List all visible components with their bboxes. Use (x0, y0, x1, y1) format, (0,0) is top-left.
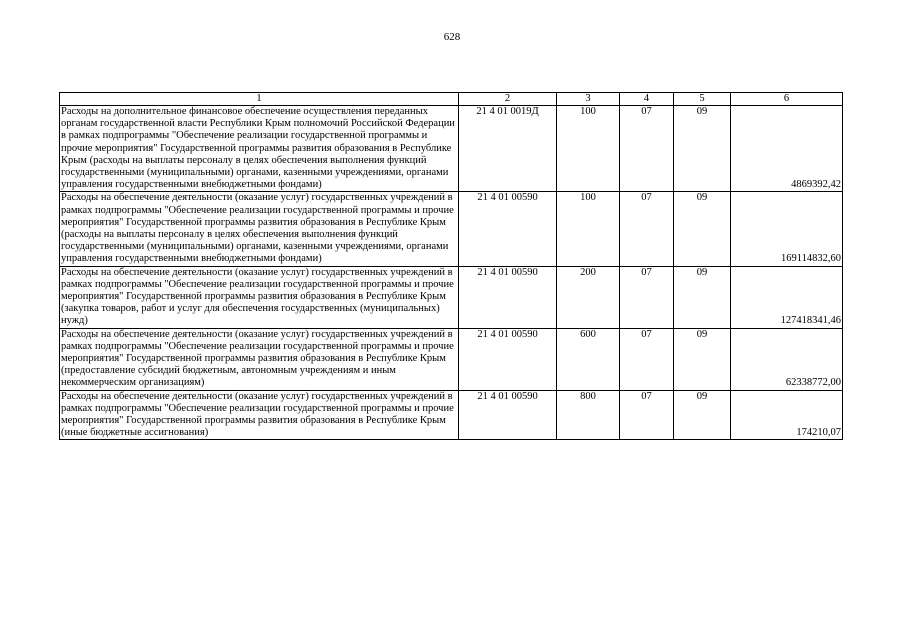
program-code-cell: 21 4 01 0019Д (459, 106, 557, 192)
expense-type-cell: 100 (557, 106, 620, 192)
subsection-cell: 09 (674, 106, 731, 192)
section-cell: 07 (620, 106, 674, 192)
amount-cell: 127418341,46 (731, 266, 843, 328)
section-cell: 07 (620, 390, 674, 440)
subsection-cell: 09 (674, 266, 731, 328)
header-cell: 2 (459, 93, 557, 106)
description-cell: Расходы на обеспечение деятельности (оказание услуг) государственных учреждений в рамках подпрограммы "Обеспечение реализации государственной программы и прочие мероприятия" Государственной программы развития образования в Республике Крым (иные бюджетные ассигнования) (60, 390, 459, 440)
amount-cell: 62338772,00 (731, 328, 843, 390)
table-row (60, 328, 843, 390)
table-header-row (60, 93, 843, 106)
header-cell: 1 (60, 93, 459, 106)
subsection-cell: 09 (674, 390, 731, 440)
description-cell: Расходы на обеспечение деятельности (оказание услуг) государственных учреждений в рамках подпрограммы "Обеспечение реализации государственной программы и прочие мероприятия" Государственной программы развития образования в Республике Крым (предоставление субсидий бюджетным, автономным учреждениям и иным некоммерческим организациям) (60, 328, 459, 390)
expense-type-cell: 800 (557, 390, 620, 440)
table-row (60, 266, 843, 328)
description-cell: Расходы на дополнительное финансовое обеспечение осуществления переданных органам государственной власти Республики Крым полномочий Российской Федерации в рамках подпрограммы "Обеспечение реализации государственной программы и прочие мероприятия" Государственной программы развития образования в Республике Крым (расходы на выплаты персоналу в целях обеспечения выполнения функций государственными (муниципальными) органами, казенными учреждениями, органами управления государственными внебюджетными фондами) (60, 106, 459, 192)
description-cell: Расходы на обеспечение деятельности (оказание услуг) государственных учреждений в рамках подпрограммы "Обеспечение реализации государственной программы и прочие мероприятия" Государственной программы развития образования в Республике Крым (расходы на выплаты персоналу в целях обеспечения выполнения функций государственными (муниципальными) органами, казенными учреждениями, органами управления государственными внебюджетными фондами) (60, 192, 459, 266)
subsection-cell: 09 (674, 192, 731, 266)
expense-type-cell: 200 (557, 266, 620, 328)
program-code-cell: 21 4 01 00590 (459, 192, 557, 266)
amount-cell: 174210,07 (731, 390, 843, 440)
header-cell: 3 (557, 93, 620, 106)
header-cell: 4 (620, 93, 674, 106)
expense-type-cell: 600 (557, 328, 620, 390)
table-row (60, 192, 843, 266)
section-cell: 07 (620, 192, 674, 266)
program-code-cell: 21 4 01 00590 (459, 328, 557, 390)
program-code-cell: 21 4 01 00590 (459, 266, 557, 328)
header-cell: 5 (674, 93, 731, 106)
section-cell: 07 (620, 328, 674, 390)
subsection-cell: 09 (674, 328, 731, 390)
amount-cell: 4869392,42 (731, 106, 843, 192)
page-number: 628 (443, 31, 461, 43)
expense-type-cell: 100 (557, 192, 620, 266)
table-row (60, 390, 843, 440)
table-row (60, 106, 843, 192)
amount-cell: 169114832,60 (731, 192, 843, 266)
section-cell: 07 (620, 266, 674, 328)
budget-table (59, 92, 843, 440)
program-code-cell: 21 4 01 00590 (459, 390, 557, 440)
description-cell: Расходы на обеспечение деятельности (оказание услуг) государственных учреждений в рамках подпрограммы "Обеспечение реализации государственной программы и прочие мероприятия" Государственной программы развития образования в Республике Крым (закупка товаров, работ и услуг для обеспечения государственных (муниципальных) нужд) (60, 266, 459, 328)
header-cell: 6 (731, 93, 843, 106)
